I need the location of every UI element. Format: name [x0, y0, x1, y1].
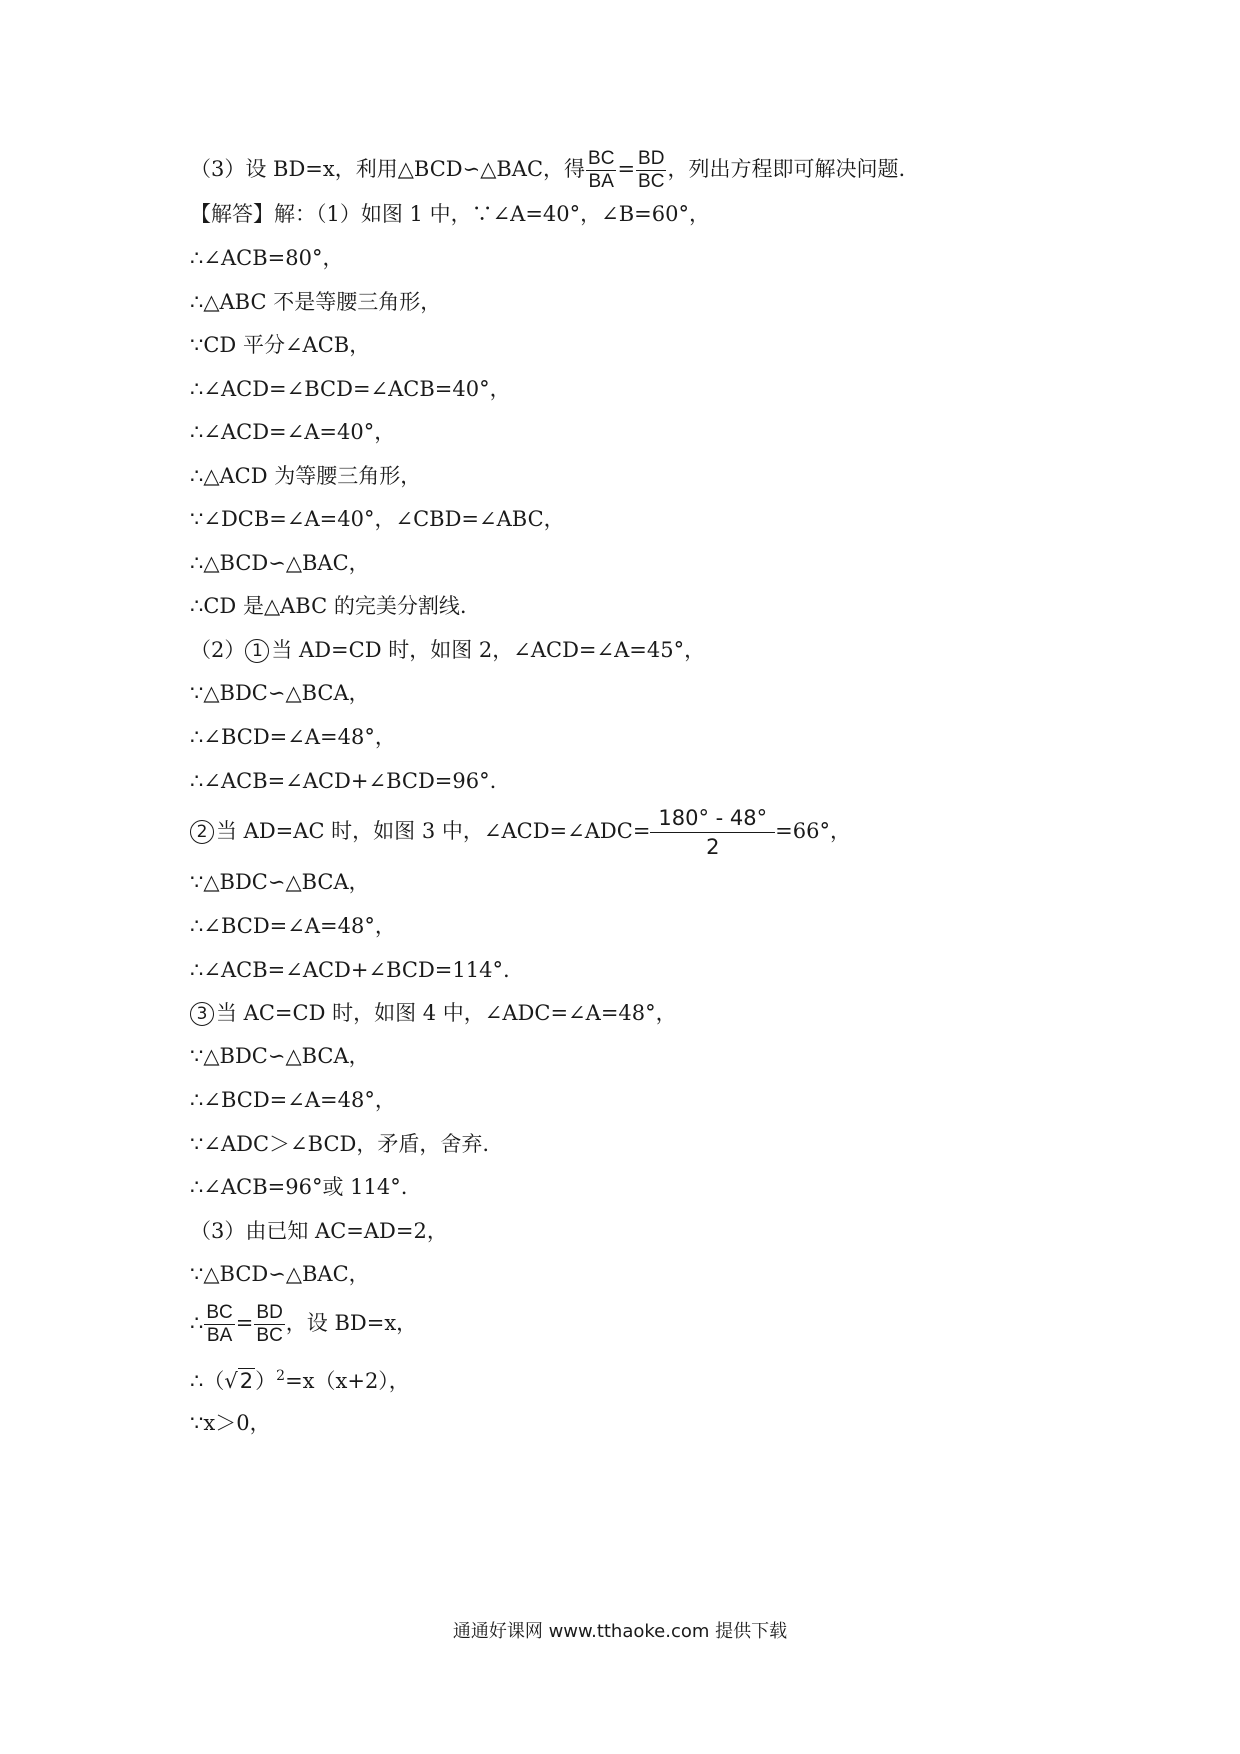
fraction-bc-over-ba	[204, 1302, 234, 1347]
proof-line: ∴∠ACB=∠ACD+∠BCD=114°.	[190, 958, 510, 982]
proof-line: ∵∠DCB=∠A=40°，∠CBD=∠ABC，	[190, 507, 565, 531]
proof-line: ∴△BCD∽△BAC，	[190, 551, 370, 575]
case-3-line	[190, 999, 677, 1027]
square-root	[224, 1367, 255, 1395]
radicand: 2	[239, 1369, 254, 1393]
numerator: BD	[638, 148, 665, 169]
hint-line-3	[190, 148, 905, 193]
text: ，设 BD=x，	[285, 1311, 418, 1335]
proof-line: ∵△BDC∽△BCA，	[190, 870, 370, 894]
proof-line: ∵△BDC∽△BCA，	[190, 1044, 370, 1068]
denominator: 2	[706, 835, 720, 859]
text: ）	[255, 1369, 277, 1393]
exponent: 2	[276, 1368, 286, 1384]
text: ∴	[190, 1311, 204, 1335]
fraction-bc-over-ba	[586, 148, 616, 193]
text: 当 AC=CD 时，如图 4 中，∠ADC=∠A=48°，	[216, 1001, 677, 1025]
equals: =	[617, 157, 636, 181]
denominator: BC	[256, 1325, 283, 1346]
numerator: 180° - 48°	[650, 804, 775, 833]
proof-line: ∵△BCD∽△BAC，	[190, 1262, 370, 1286]
circled-number-1: 1	[245, 639, 269, 663]
equals: =	[235, 1311, 254, 1335]
fraction-bd-over-bc	[254, 1302, 284, 1347]
text: ，列出方程即可解决问题.	[667, 157, 906, 181]
solution-label: 【解答】	[190, 202, 274, 226]
proof-line: （3）由已知 AC=AD=2，	[190, 1219, 448, 1243]
footer-text: 通通好课网 www.tthaoke.com 提供下载	[452, 1621, 788, 1642]
numerator: BC	[588, 148, 615, 169]
proof-line: ∴∠ACB=∠ACD+∠BCD=96°.	[190, 769, 497, 793]
proof-line: ∵x＞0，	[190, 1411, 271, 1435]
proof-line: ∴△ACD 为等腰三角形，	[190, 464, 422, 488]
equation-line	[190, 1362, 410, 1395]
denominator: BA	[206, 1325, 233, 1346]
proof-line: ∵∠ADC＞∠BCD，矛盾，舍弃.	[190, 1132, 490, 1156]
denominator: BC	[638, 171, 665, 192]
proof-line: ∴CD 是△ABC 的完美分割线.	[190, 594, 467, 618]
proof-line: ∴∠ACB=96°或 114°.	[190, 1175, 408, 1199]
numerator: BC	[206, 1302, 233, 1323]
angle-fraction	[650, 804, 775, 861]
text: =66°，	[775, 819, 851, 843]
text: 当 AD=AC 时，如图 3 中，∠ACD=∠ADC=	[216, 819, 651, 843]
proof-line: ∴∠BCD=∠A=48°，	[190, 1088, 396, 1112]
fraction-bd-over-bc	[636, 148, 666, 193]
case-1-line	[190, 636, 705, 664]
circled-number-3: 3	[190, 1002, 214, 1026]
proof-line: ∴∠BCD=∠A=48°，	[190, 725, 396, 749]
proof-line: ∴△ABC 不是等腰三角形，	[190, 290, 442, 314]
proof-line: ∴∠ACB=80°，	[190, 246, 344, 270]
solution-heading	[190, 200, 710, 228]
proof-line: ∴∠BCD=∠A=48°，	[190, 914, 396, 938]
circled-number-2: 2	[190, 820, 214, 844]
denominator: BA	[588, 171, 614, 192]
text: （2）	[190, 638, 246, 662]
proof-line: ∵CD 平分∠ACB，	[190, 333, 371, 357]
text: ∴（	[190, 1369, 225, 1393]
proof-line: ∴∠ACD=∠A=40°，	[190, 420, 396, 444]
text: 解：（1）如图 1 中，∵∠A=40°，∠B=60°，	[274, 202, 710, 226]
text: =x（x+2），	[285, 1369, 410, 1393]
ratio-line	[190, 1302, 417, 1347]
text: （3）设 BD=x，利用△BCD∽△BAC，得	[190, 157, 586, 181]
case-2-line	[190, 804, 851, 861]
text: 当 AD=CD 时，如图 2，∠ACD=∠A=45°，	[271, 638, 706, 662]
numerator: BD	[256, 1302, 283, 1323]
proof-line: ∴∠ACD=∠BCD=∠ACB=40°，	[190, 377, 511, 401]
proof-line: ∵△BDC∽△BCA，	[190, 681, 370, 705]
radical-sign: √	[224, 1369, 238, 1393]
